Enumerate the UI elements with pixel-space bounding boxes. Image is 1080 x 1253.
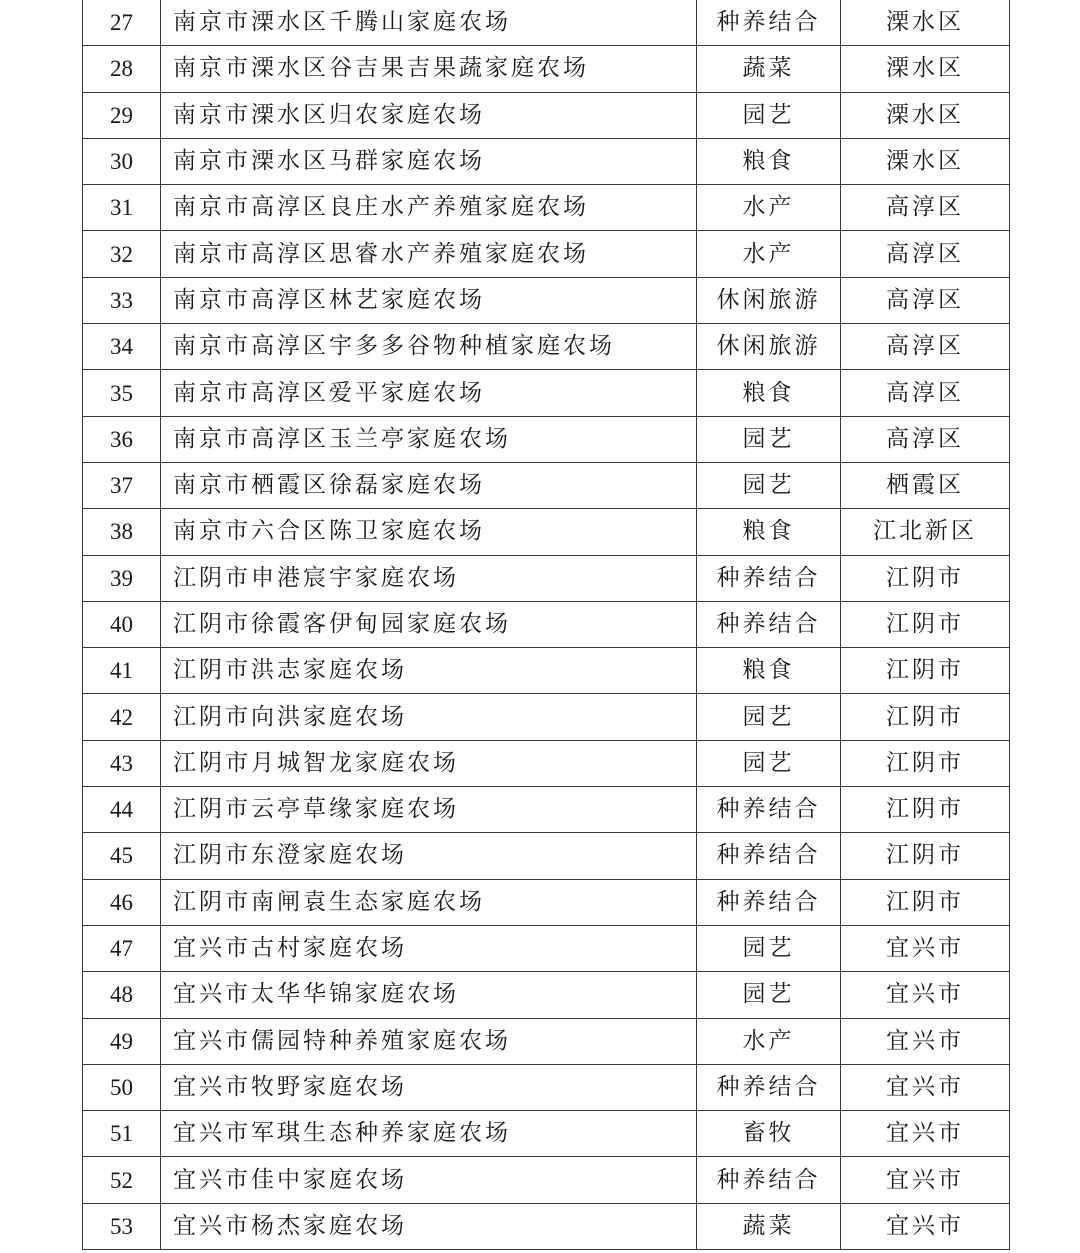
farm-region-cell: 宜兴市 — [841, 925, 1010, 971]
farm-region-cell: 宜兴市 — [841, 1064, 1010, 1110]
row-number-cell: 45 — [83, 833, 161, 879]
farm-type-cell: 种养结合 — [697, 555, 841, 601]
table-row — [83, 416, 1010, 462]
farm-type-cell: 蔬菜 — [697, 1203, 841, 1249]
table-row — [83, 1157, 1010, 1203]
farm-type-cell: 园艺 — [697, 462, 841, 508]
farm-name-cell: 宜兴市太华华锦家庭农场 — [161, 972, 697, 1018]
table-row — [83, 92, 1010, 138]
row-number-cell: 32 — [83, 231, 161, 277]
farm-type-cell: 园艺 — [697, 694, 841, 740]
farm-name-cell: 南京市溧水区千腾山家庭农场 — [161, 0, 697, 46]
farm-region-cell: 高淳区 — [841, 185, 1010, 231]
farm-region-cell: 江北新区 — [841, 509, 1010, 555]
table-row — [83, 648, 1010, 694]
row-number-cell: 27 — [83, 0, 161, 46]
farm-region-cell: 宜兴市 — [841, 1018, 1010, 1064]
farm-type-cell: 种养结合 — [697, 879, 841, 925]
farm-type-cell: 水产 — [697, 231, 841, 277]
farm-region-cell: 溧水区 — [841, 46, 1010, 92]
farm-name-cell: 南京市高淳区宇多多谷物种植家庭农场 — [161, 324, 697, 370]
farm-region-cell: 栖霞区 — [841, 462, 1010, 508]
farm-name-cell: 宜兴市军琪生态种养家庭农场 — [161, 1111, 697, 1157]
farm-region-cell: 溧水区 — [841, 92, 1010, 138]
farm-type-cell: 蔬菜 — [697, 46, 841, 92]
farm-type-cell: 种养结合 — [697, 0, 841, 46]
farm-type-cell: 园艺 — [697, 740, 841, 786]
row-number-cell: 48 — [83, 972, 161, 1018]
farm-region-cell: 江阴市 — [841, 740, 1010, 786]
farm-type-cell: 种养结合 — [697, 787, 841, 833]
farm-name-cell: 江阴市徐霞客伊甸园家庭农场 — [161, 601, 697, 647]
farm-region-cell: 高淳区 — [841, 416, 1010, 462]
farm-type-cell: 粮食 — [697, 648, 841, 694]
farm-type-cell: 园艺 — [697, 92, 841, 138]
farm-type-cell: 粮食 — [697, 138, 841, 184]
farm-name-cell: 南京市高淳区林艺家庭农场 — [161, 277, 697, 323]
row-number-cell: 35 — [83, 370, 161, 416]
table-row — [83, 1111, 1010, 1157]
farm-type-cell: 种养结合 — [697, 601, 841, 647]
farm-name-cell: 宜兴市儒园特种养殖家庭农场 — [161, 1018, 697, 1064]
family-farm-table-body — [83, 0, 1010, 1250]
table-row — [83, 555, 1010, 601]
farm-region-cell: 江阴市 — [841, 879, 1010, 925]
farm-name-cell: 南京市栖霞区徐磊家庭农场 — [161, 462, 697, 508]
row-number-cell: 33 — [83, 277, 161, 323]
row-number-cell: 34 — [83, 324, 161, 370]
table-row — [83, 1064, 1010, 1110]
farm-region-cell: 高淳区 — [841, 324, 1010, 370]
table-row — [83, 1203, 1010, 1249]
row-number-cell: 31 — [83, 185, 161, 231]
farm-region-cell: 江阴市 — [841, 694, 1010, 740]
farm-name-cell: 南京市六合区陈卫家庭农场 — [161, 509, 697, 555]
farm-type-cell: 种养结合 — [697, 1157, 841, 1203]
row-number-cell: 36 — [83, 416, 161, 462]
table-row — [83, 462, 1010, 508]
row-number-cell: 52 — [83, 1157, 161, 1203]
farm-name-cell: 宜兴市牧野家庭农场 — [161, 1064, 697, 1110]
farm-type-cell: 园艺 — [697, 925, 841, 971]
farm-type-cell: 畜牧 — [697, 1111, 841, 1157]
farm-type-cell: 种养结合 — [697, 1064, 841, 1110]
farm-region-cell: 高淳区 — [841, 370, 1010, 416]
table-row — [83, 1018, 1010, 1064]
family-farm-table — [82, 0, 1010, 1250]
farm-region-cell: 宜兴市 — [841, 1203, 1010, 1249]
farm-name-cell: 南京市高淳区良庄水产养殖家庭农场 — [161, 185, 697, 231]
row-number-cell: 43 — [83, 740, 161, 786]
farm-type-cell: 休闲旅游 — [697, 277, 841, 323]
row-number-cell: 30 — [83, 138, 161, 184]
farm-name-cell: 宜兴市古村家庭农场 — [161, 925, 697, 971]
farm-region-cell: 江阴市 — [841, 555, 1010, 601]
table-row — [83, 138, 1010, 184]
row-number-cell: 40 — [83, 601, 161, 647]
table-row — [83, 185, 1010, 231]
row-number-cell: 51 — [83, 1111, 161, 1157]
farm-name-cell: 南京市高淳区玉兰亭家庭农场 — [161, 416, 697, 462]
farm-region-cell: 高淳区 — [841, 277, 1010, 323]
farm-name-cell: 南京市溧水区归农家庭农场 — [161, 92, 697, 138]
farm-type-cell: 种养结合 — [697, 833, 841, 879]
row-number-cell: 29 — [83, 92, 161, 138]
farm-type-cell: 水产 — [697, 185, 841, 231]
farm-region-cell: 江阴市 — [841, 833, 1010, 879]
table-row — [83, 601, 1010, 647]
table-row — [83, 46, 1010, 92]
farm-region-cell: 江阴市 — [841, 648, 1010, 694]
farm-name-cell: 江阴市月城智龙家庭农场 — [161, 740, 697, 786]
farm-name-cell: 宜兴市杨杰家庭农场 — [161, 1203, 697, 1249]
table-row — [83, 277, 1010, 323]
farm-name-cell: 南京市溧水区谷吉果吉果蔬家庭农场 — [161, 46, 697, 92]
table-row — [83, 972, 1010, 1018]
farm-type-cell: 粮食 — [697, 370, 841, 416]
farm-region-cell: 高淳区 — [841, 231, 1010, 277]
farm-name-cell: 江阴市申港宸宇家庭农场 — [161, 555, 697, 601]
row-number-cell: 37 — [83, 462, 161, 508]
table-row — [83, 787, 1010, 833]
row-number-cell: 41 — [83, 648, 161, 694]
farm-region-cell: 江阴市 — [841, 787, 1010, 833]
farm-type-cell: 粮食 — [697, 509, 841, 555]
farm-name-cell: 江阴市云亭草缘家庭农场 — [161, 787, 697, 833]
farm-region-cell: 江阴市 — [841, 601, 1010, 647]
farm-type-cell: 园艺 — [697, 972, 841, 1018]
table-row — [83, 740, 1010, 786]
farm-region-cell: 宜兴市 — [841, 972, 1010, 1018]
farm-name-cell: 江阴市洪志家庭农场 — [161, 648, 697, 694]
row-number-cell: 49 — [83, 1018, 161, 1064]
row-number-cell: 50 — [83, 1064, 161, 1110]
row-number-cell: 42 — [83, 694, 161, 740]
table-row — [83, 0, 1010, 46]
farm-name-cell: 江阴市南闸袁生态家庭农场 — [161, 879, 697, 925]
row-number-cell: 38 — [83, 509, 161, 555]
farm-name-cell: 宜兴市佳中家庭农场 — [161, 1157, 697, 1203]
row-number-cell: 47 — [83, 925, 161, 971]
farm-type-cell: 休闲旅游 — [697, 324, 841, 370]
farm-region-cell: 溧水区 — [841, 0, 1010, 46]
farm-type-cell: 水产 — [697, 1018, 841, 1064]
farm-type-cell: 园艺 — [697, 416, 841, 462]
table-row — [83, 370, 1010, 416]
farm-name-cell: 江阴市向洪家庭农场 — [161, 694, 697, 740]
row-number-cell: 44 — [83, 787, 161, 833]
farm-region-cell: 溧水区 — [841, 138, 1010, 184]
farm-name-cell: 南京市溧水区马群家庭农场 — [161, 138, 697, 184]
table-row — [83, 879, 1010, 925]
farm-name-cell: 南京市高淳区思睿水产养殖家庭农场 — [161, 231, 697, 277]
row-number-cell: 53 — [83, 1203, 161, 1249]
row-number-cell: 46 — [83, 879, 161, 925]
table-row — [83, 231, 1010, 277]
table-row — [83, 925, 1010, 971]
row-number-cell: 28 — [83, 46, 161, 92]
row-number-cell: 39 — [83, 555, 161, 601]
table-row — [83, 694, 1010, 740]
table-row — [83, 509, 1010, 555]
farm-name-cell: 南京市高淳区爱平家庭农场 — [161, 370, 697, 416]
table-row — [83, 324, 1010, 370]
farm-name-cell: 江阴市东澄家庭农场 — [161, 833, 697, 879]
table-row — [83, 833, 1010, 879]
farm-region-cell: 宜兴市 — [841, 1157, 1010, 1203]
farm-region-cell: 宜兴市 — [841, 1111, 1010, 1157]
